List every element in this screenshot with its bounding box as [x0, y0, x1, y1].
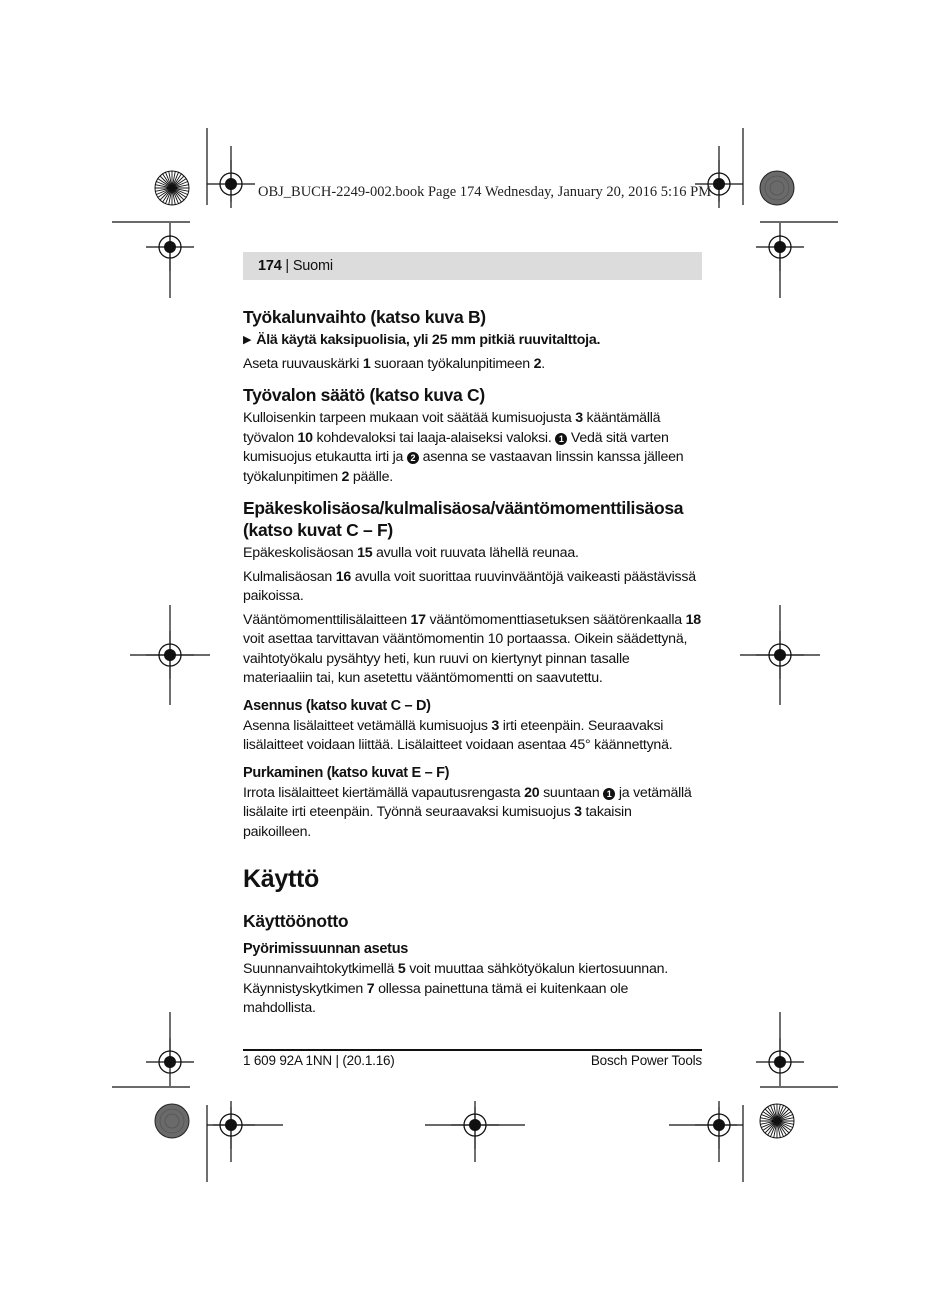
heading-startup: Käyttöönotto	[243, 911, 349, 931]
page-header	[243, 252, 702, 280]
paragraph-tool-change: Aseta ruuvauskärki 1 suoraan työkalunpitimeen 2.	[243, 355, 545, 372]
gray-dot-mark	[760, 171, 794, 205]
paragraph-rotation-direction: Suunnanvaihtokytkimellä 5 voit muuttaa sähkötyökalun kiertosuunnan. Käynnistyskytkimen 7 ollessa painettuna tämä ei kuitenkaan ole mahdollista.	[243, 961, 668, 1016]
triangle-bullet-icon: ▶	[243, 334, 252, 346]
step-number-icon: 1	[603, 788, 615, 800]
paragraph-eccentric: Epäkeskolisäosan 15 avulla voit ruuvata lähellä reunaa.	[243, 545, 579, 561]
starburst-mark	[760, 1104, 794, 1138]
paragraph-torque: Vääntömomenttilisälaitteen 17 vääntömomenttiasetuksen säätörenkaalla 18 voit asettaa tarvittavan vääntömomentin 10 portaassa. Oikein säädettynä, vaihtotyökalu pysähtyy heti, kun ruuvi on kiertynyt pinnan tasalle materiaaliin tai, kun asetettu vääntömomentti on saavutettu.	[243, 611, 701, 686]
step-number-icon: 2	[407, 452, 419, 464]
heading-attachments: Epäkeskolisäosa/kulmalisäosa/vääntömomenttilisäosa (katso kuvat C – F)	[243, 498, 684, 540]
heading-rotation-direction: Pyörimissuunnan asetus	[243, 941, 409, 957]
starburst-mark	[155, 171, 189, 205]
paragraph-work-light: Kulloisenkin tarpeen mukaan voit säätää kumisuojusta 3 kääntämällä työvalon 10 kohdevaloksi tai laaja-alaiseksi valoksi. 1 Vedä sitä varten kumisuojus etukautta irti ja 2 asenna se vastaavan linssin kanssa jälleen työkalunpitimen 2 päälle.	[243, 410, 684, 485]
paragraph-removal: Irrota lisälaitteet kiertämällä vapautusrengasta 20 suuntaan 1 ja vetämällä lisälaite irti eteenpäin. Työnnä seuraavaksi kumisuojus 3 takaisin paikoilleen.	[243, 784, 692, 840]
step-number-icon: 1	[555, 433, 567, 445]
paragraph-installation: Asenna lisälaitteet vetämällä kumisuojus 3 irti eteenpäin. Seuraavaksi lisälaitteet voidaan liittää. Lisälaitteet voidaan asentaa 45° käännettynä.	[243, 717, 673, 753]
header-separator: |	[281, 258, 293, 274]
warning-item	[243, 331, 702, 351]
footer-brand: Bosch Power Tools	[590, 1053, 702, 1068]
heading-removal: Purkaminen (katso kuvat E – F)	[243, 764, 450, 781]
print-slug-line: OBJ_BUCH-2249-002.book Page 174 Wednesday, January 20, 2016 5:16 PM	[258, 184, 712, 200]
footer-doc-number: 1 609 92A 1NN | (20.1.16)	[243, 1053, 395, 1068]
heading-work-light: Työvalon säätö (katso kuva C)	[243, 385, 485, 405]
paragraph-angle: Kulmalisäosan 16 avulla voit suorittaa ruuvinvääntöjä vaikeasti päästävissä paikoissa.	[243, 568, 696, 604]
heading-installation: Asennus (katso kuvat C – D)	[243, 697, 431, 714]
page-header-text	[258, 257, 333, 275]
page-number: 174	[258, 258, 282, 274]
page-content	[243, 306, 702, 1023]
gray-dot-mark	[155, 1104, 189, 1138]
heading-tool-change: Työkalunvaihto (katso kuva B)	[243, 307, 486, 327]
footer-rule	[243, 1049, 702, 1051]
heading-operation: Käyttö	[243, 865, 319, 893]
header-language: Suomi	[292, 258, 333, 274]
warning-text: Älä käytä kaksipuolisia, yli 25 mm pitkiä ruuvitalttoja.	[256, 332, 601, 348]
